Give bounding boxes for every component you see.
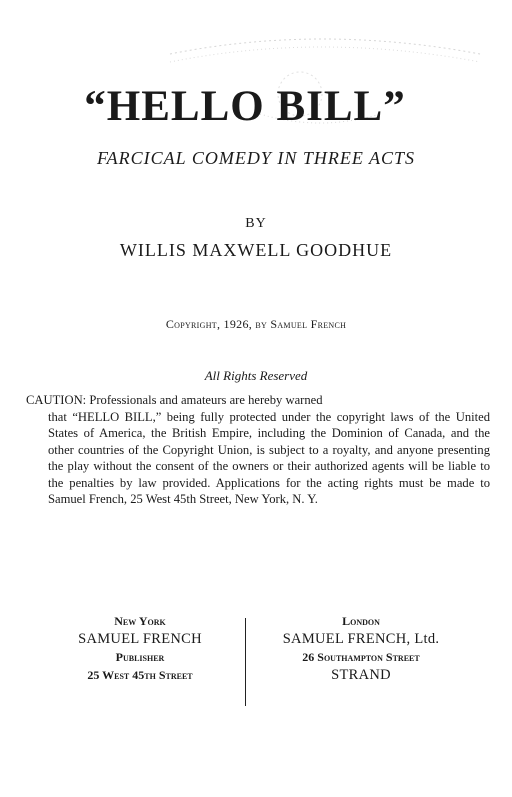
publisher-divider bbox=[245, 618, 246, 706]
publisher-city: London bbox=[342, 614, 380, 628]
rights-reserved: All Rights Reserved bbox=[204, 368, 308, 383]
caution-label: CAUTION: bbox=[26, 393, 87, 407]
publisher-street: STRAND bbox=[331, 667, 391, 683]
publisher-role: Publisher bbox=[115, 650, 165, 664]
author-name: WILLIS MAXWELL GOODHUE bbox=[119, 240, 393, 260]
publisher-new-york bbox=[40, 612, 240, 684]
publisher-name: SAMUEL FRENCH bbox=[78, 631, 202, 647]
caution-notice bbox=[26, 392, 490, 508]
play-title: “HELLO BILL” bbox=[84, 83, 406, 130]
caution-body: that “HELLO BILL,” being fully protected under the copyright laws of the United States of America, the British Empire, including the Dominion of Canada, and the other countries of the Copyright Union, is subject to a royalty, and anyone presenting the play without the consent of the owners or their authorized agents will be liable to the penalties by law provided. Applications for the acting rights must be made to Samuel French, 25 West 45th Street, New York, N. Y. bbox=[48, 409, 490, 506]
play-subtitle: FARCICAL COMEDY IN THREE ACTS bbox=[96, 148, 416, 168]
publisher-address: 25 West 45th Street bbox=[87, 668, 193, 682]
caution-lead: Professionals and amateurs are hereby warned bbox=[86, 393, 323, 407]
publisher-london bbox=[250, 612, 472, 684]
publisher-city: New York bbox=[114, 614, 166, 628]
copyright-notice: Copyright, 1926, by Samuel French bbox=[165, 317, 347, 331]
by-label: BY bbox=[245, 216, 267, 231]
publisher-address: 26 Southampton Street bbox=[302, 650, 420, 664]
publisher-name: SAMUEL FRENCH, Ltd. bbox=[282, 631, 440, 647]
